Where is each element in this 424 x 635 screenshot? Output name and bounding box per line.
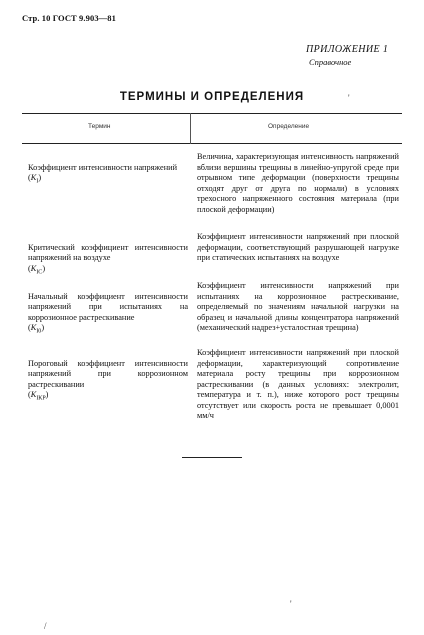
table-row-definition: Коэффициент интенсивности напряжений при плоской деформации, характеризующий сопротивление материала росту трещины при коррозионном растрескивании (в данных условиях: электролит, температура и т. п.), ниже которого рост трещины отсутствует или скорость роста не превышает 0,0001 мм/ч <box>197 348 399 420</box>
table-row-definition: Коэффициент интенсивности напряжений при испытаниях на коррозионное растрескивание, определяемый по значениям начальной нагрузки на образец и начальной длины концентратора напряжений (механический надрез+усталостная трещина) <box>197 281 399 332</box>
term-text: Критический коэффициент интенсивности напряжений на воздухе <box>28 242 188 262</box>
term-symbol: K <box>30 263 37 273</box>
table-row-term: Пороговый коэффициент интенсивности напряжений при коррозионном растрескивании $(K_{IКР})$ <box>28 358 188 402</box>
scan-mark: / <box>44 621 47 631</box>
term-symbol: K <box>30 173 37 182</box>
term-symbol: K <box>30 390 37 399</box>
table-row-definition: Величина, характеризующая интенсивность напряжений вблизи вершины трещины в линейно-упругой среде при отрывном типе деформации (поверхности трещины отходят друг от друга по нормали) в условиях трехосного напряженного состояния материала (при плоской деформации) <box>197 152 399 214</box>
term-symbol-subscript: IКР <box>36 395 46 402</box>
term-symbol: K <box>30 323 37 332</box>
table-row-term: Начальный коэффициент интенсивности напряжений при испытаниях на коррозионное растрескивание $(K_{I0})$ <box>28 291 188 335</box>
column-header-definition: Определение <box>268 123 310 130</box>
table-header-rule <box>22 143 402 144</box>
term-symbol-subscript: I <box>36 178 39 185</box>
table-top-rule <box>22 113 402 114</box>
term-text: Начальный коэффициент интенсивности напряжений при испытаниях на коррозионное растрескивание <box>28 291 188 322</box>
table-row-definition: Коэффициент интенсивности напряжений при плоской деформации, соответствующий разрушающей нагрузке при статических испытаниях на воздухе <box>197 232 399 262</box>
table-row-term: Коэффициент интенсивности напряжений $(K_I)$ <box>28 162 178 185</box>
closing-rule <box>182 457 242 458</box>
table-row-term: Критический коэффициент интенсивности напряжений на воздухе $(K_{IC})$ <box>28 242 188 276</box>
document-title: ТЕРМИНЫ И ОПРЕДЕЛЕНИЯ <box>119 91 305 103</box>
term-text: Коэффициент интенсивности напряжений <box>28 162 178 172</box>
term-text: Пороговый коэффициент интенсивности напряжений при коррозионном растрескивании <box>28 358 188 389</box>
page-header: Стр. 10 ГОСТ 9.903—81 <box>22 13 116 23</box>
term-symbol-subscript: I0 <box>36 328 42 335</box>
appendix-title: ПРИЛОЖЕНИЕ 1 <box>306 44 389 55</box>
scan-mark: ' <box>348 93 350 103</box>
term-symbol-subscript: IC <box>36 269 43 276</box>
table-column-divider <box>190 113 191 144</box>
appendix-subtitle: Справочное <box>309 57 352 67</box>
column-header-term: Термин <box>88 123 111 130</box>
scan-mark: ' <box>290 599 292 609</box>
